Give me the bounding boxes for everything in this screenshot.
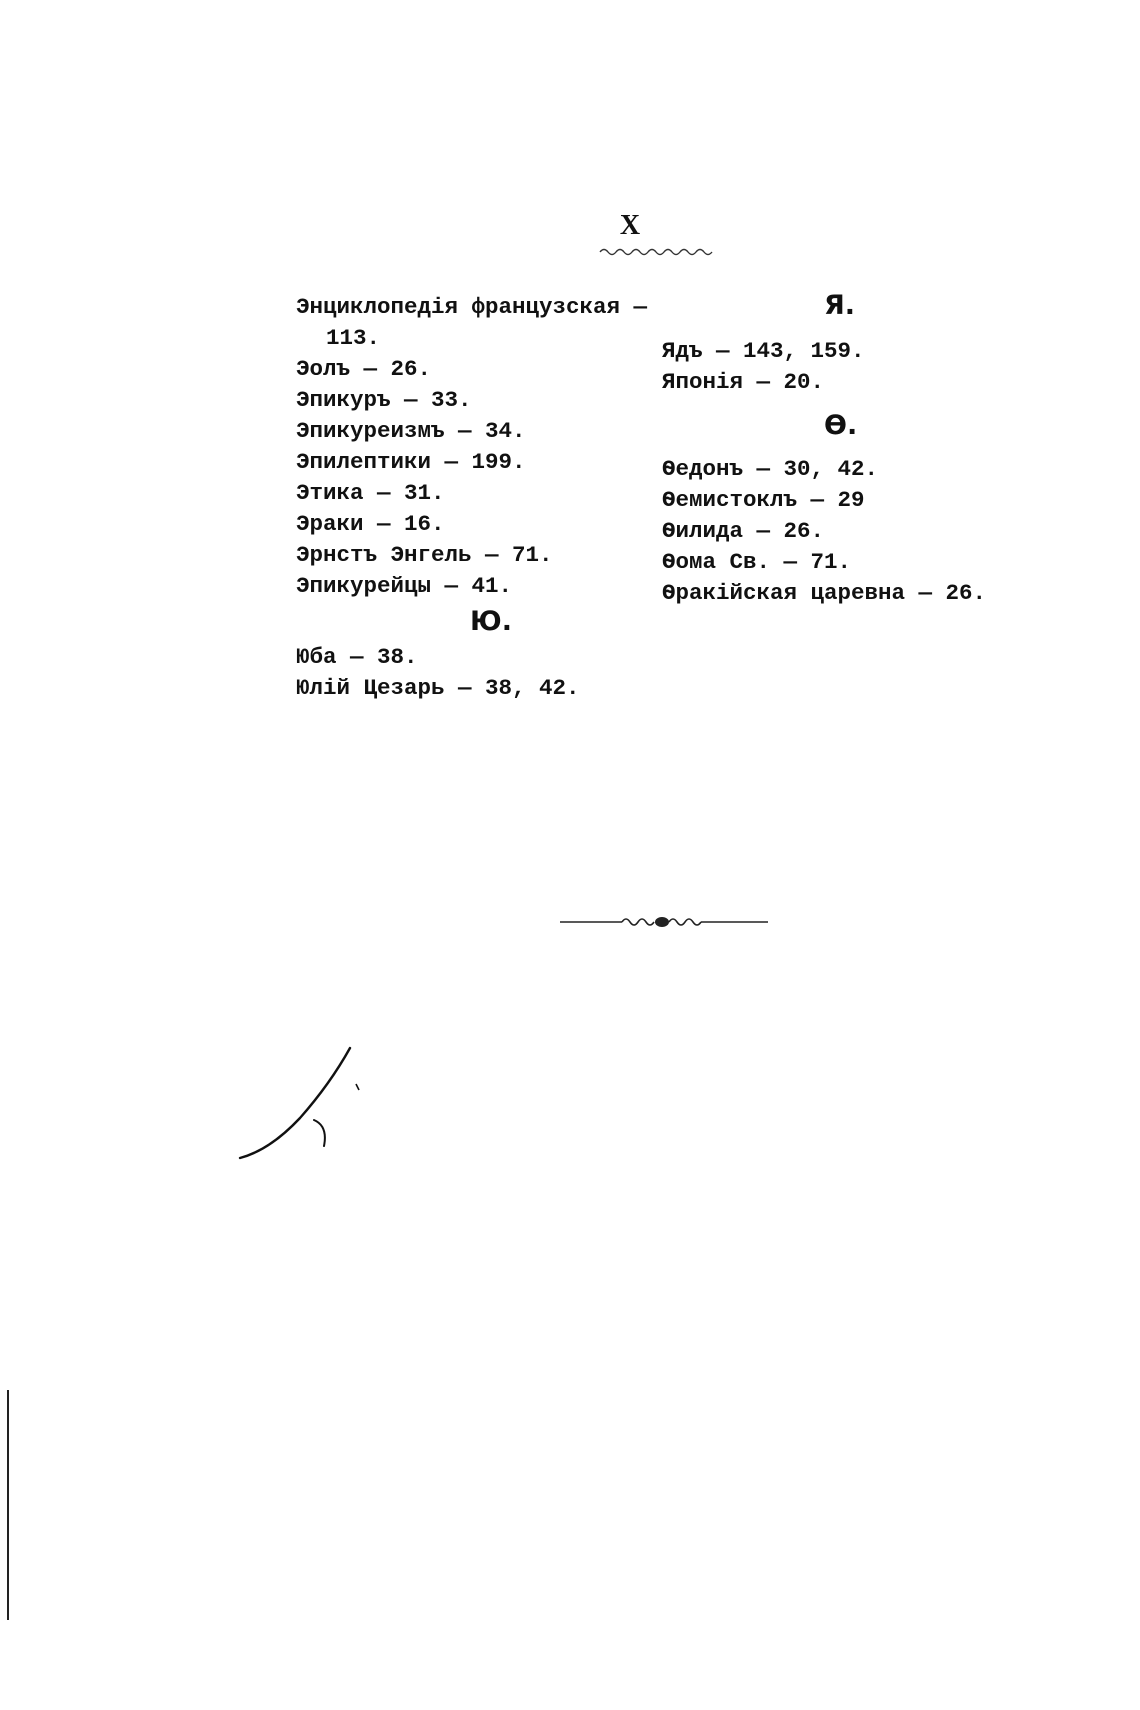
index-entry: Эпикуръ — 33. bbox=[296, 387, 472, 413]
index-entry: Ядъ — 143, 159. bbox=[662, 338, 865, 364]
index-entry: Ѳилида — 26. bbox=[662, 518, 825, 544]
left-entries-top bbox=[296, 292, 656, 602]
letter-heading-ya: Я. bbox=[824, 290, 856, 321]
header-wave-ornament bbox=[598, 246, 718, 258]
left-entries-bottom bbox=[296, 642, 656, 704]
margin-line bbox=[7, 1390, 9, 1620]
end-ornament bbox=[560, 912, 770, 932]
pen-mark-scribble bbox=[236, 1040, 386, 1170]
index-entry: Эпикурейцы — 41. bbox=[296, 573, 513, 599]
index-entry: Ѳемистоклъ — 29 bbox=[662, 487, 865, 513]
index-entry: Ѳракійская царевна — 26. bbox=[662, 580, 987, 606]
index-entry: Юлій Цезарь — 38, 42. bbox=[296, 675, 580, 701]
index-entry: Энциклопедія французская — bbox=[296, 294, 648, 320]
index-entry: Юба — 38. bbox=[296, 644, 418, 670]
index-entry: Эолъ — 26. bbox=[296, 356, 432, 382]
left-column bbox=[296, 292, 656, 704]
index-entry: Эраки — 16. bbox=[296, 511, 445, 537]
index-entry: Этика — 31. bbox=[296, 480, 445, 506]
fita-entries bbox=[662, 454, 1042, 609]
page-number: X bbox=[619, 210, 641, 241]
letter-heading-fita: Ѳ. bbox=[824, 410, 858, 441]
index-entry: Эрнстъ Энгель — 71. bbox=[296, 542, 553, 568]
index-entry: Эпилептики — 199. bbox=[296, 449, 526, 475]
letter-heading-yu: Ю. bbox=[470, 606, 512, 637]
index-entry: Японія — 20. bbox=[662, 369, 825, 395]
ya-entries bbox=[662, 336, 1042, 398]
index-entry: Ѳедонъ — 30, 42. bbox=[662, 456, 879, 482]
index-entry: Эпикуреизмъ — 34. bbox=[296, 418, 526, 444]
index-entry: 113. bbox=[326, 325, 381, 351]
right-column bbox=[662, 292, 1042, 609]
index-entry: Ѳома Св. — 71. bbox=[662, 549, 852, 575]
